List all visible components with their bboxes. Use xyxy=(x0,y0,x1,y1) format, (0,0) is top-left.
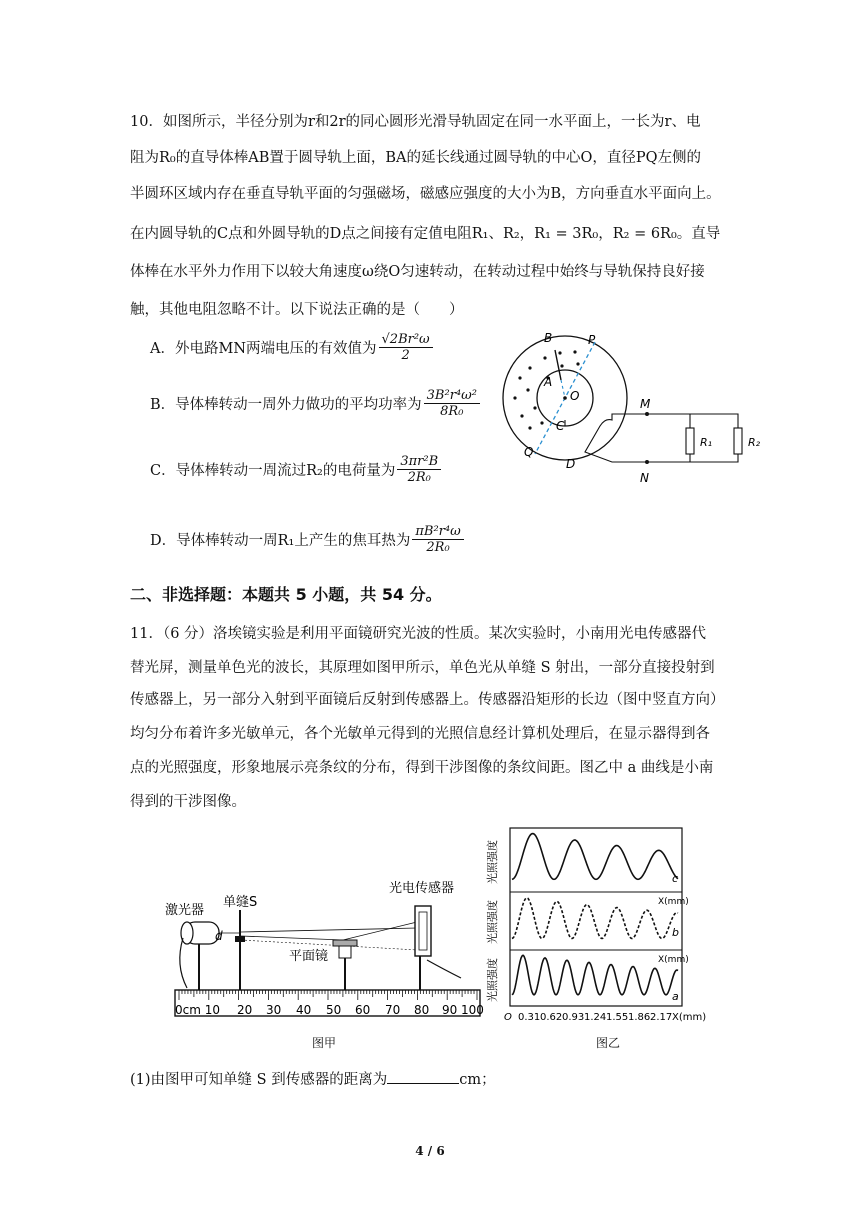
svg-text:2.17: 2.17 xyxy=(650,1012,673,1023)
svg-text:1.24: 1.24 xyxy=(584,1012,607,1023)
ylabel-b: 光照强度 xyxy=(486,900,499,944)
option-b-fraction xyxy=(424,388,480,419)
svg-text:0.62: 0.62 xyxy=(540,1012,563,1023)
q11-line-3: 传感器上，另一部分入射到平面镜后反射到传感器上。传感器沿矩形的长边（图中竖直方向） xyxy=(130,692,725,708)
fig-jia-apparatus xyxy=(165,870,485,1030)
fig-yi-intensity-plot xyxy=(488,822,720,1032)
fig-jia-caption: 图甲 xyxy=(312,1036,337,1050)
q11-line-6: 得到的干涉图像。 xyxy=(130,794,246,810)
option-a-fraction xyxy=(379,332,433,363)
option-c-text: C．导体棒转动一周流过R₂的电荷量为 xyxy=(150,463,396,479)
label-laser: 激光器 xyxy=(165,903,205,918)
svg-text:90: 90 xyxy=(442,1003,458,1017)
page-number: 4 / 6 xyxy=(415,1144,445,1158)
curve-label-c: c xyxy=(672,872,679,885)
q10-line-5: 体棒在水平外力作用下以较大角速度ω绕O匀速转动，在转动过程中始终与导轨保持良好接 xyxy=(130,264,705,280)
fig-yi-caption: 图乙 xyxy=(596,1036,621,1050)
curve-label-b: b xyxy=(672,926,679,939)
label-n: N xyxy=(640,471,649,485)
q10-option-a xyxy=(150,332,433,363)
label-o: O xyxy=(570,389,580,403)
svg-text:50: 50 xyxy=(326,1003,342,1017)
label-b: B xyxy=(544,331,553,345)
q11-line-4: 均匀分布着许多光敏单元，各个光敏单元得到的光照信息经计算机处理后，在显示器得到各 xyxy=(130,726,710,742)
q10-ring-circuit-figure xyxy=(500,328,770,488)
x-tick-labels xyxy=(504,1012,706,1023)
svg-text:100: 100 xyxy=(461,1003,484,1017)
svg-text:0.93: 0.93 xyxy=(562,1012,585,1023)
q10-option-d xyxy=(150,524,464,555)
option-b-numerator: 3B²r⁴ω² xyxy=(424,388,480,404)
label-mirror: 平面镜 xyxy=(289,949,329,964)
svg-text:20: 20 xyxy=(237,1003,253,1017)
resistor-r2 xyxy=(734,428,742,454)
label-r1: R₁ xyxy=(700,436,713,449)
svg-text:0.31: 0.31 xyxy=(518,1012,541,1023)
plane-mirror xyxy=(333,940,357,946)
ylabel-c: 光照强度 xyxy=(486,840,499,884)
label-r2: R₂ xyxy=(748,436,761,449)
label-d: D xyxy=(566,457,576,471)
resistor-r1 xyxy=(686,428,694,454)
q10-line-3: 半圆环区域内存在垂直导轨平面的匀强磁场，磁感应强度的大小为B，方向垂直水平面向上。 xyxy=(130,186,721,202)
section-2-heading: 二、非选择题：本题共 5 小题，共 54 分。 xyxy=(130,585,442,604)
label-m: M xyxy=(640,397,651,411)
q10-option-c xyxy=(150,454,441,485)
option-a-numerator: √2Br²ω xyxy=(379,332,433,348)
option-d-fraction xyxy=(412,524,463,555)
q11-sub1-blank[interactable] xyxy=(387,1069,459,1084)
svg-text:30: 30 xyxy=(266,1003,282,1017)
q11-line-2: 替光屏，测量单色光的波长，其原理如图甲所示，单色光从单缝 S 射出，一部分直接投射到 xyxy=(130,660,715,676)
label-p: P xyxy=(588,333,596,347)
curve-a xyxy=(512,955,678,995)
ylabel-a: 光照强度 xyxy=(486,958,499,1002)
label-a: A xyxy=(544,375,553,389)
option-d-text: D．导体棒转动一周R₁上产生的焦耳热为 xyxy=(150,533,411,549)
q10-line-4: 在内圆导轨的C点和外圆导轨的D点之间接有定值电阻R₁、R₂，R₁ = 3R₀，R₂ = 6R₀。直导 xyxy=(130,226,721,242)
label-sensor: 光电传感器 xyxy=(389,881,455,896)
svg-text:70: 70 xyxy=(385,1003,401,1017)
q11-sub1-suffix: cm； xyxy=(459,1072,496,1088)
q10-line-6: 触，其他电阻忽略不计。以下说法正确的是（ ） xyxy=(130,302,464,318)
q11-line-1: 11．（6 分）洛埃镜实验是利用平面镜研究光波的性质。某次实验时，小南用光电传感器代 xyxy=(130,626,707,642)
q11-sub1-prefix: (1)由图甲可知单缝 S 到传感器的距离为 xyxy=(130,1072,388,1088)
photoelectric-sensor xyxy=(415,906,431,956)
label-c: C xyxy=(556,419,565,433)
q11-sub1 xyxy=(130,1068,496,1089)
svg-text:40: 40 xyxy=(296,1003,312,1017)
svg-text:1.55: 1.55 xyxy=(606,1012,629,1023)
svg-text:O: O xyxy=(504,1012,512,1023)
svg-text:80: 80 xyxy=(414,1003,430,1017)
curve-label-a: a xyxy=(672,990,679,1003)
label-q: Q xyxy=(524,445,534,459)
svg-text:1.86: 1.86 xyxy=(628,1012,651,1023)
svg-text:60: 60 xyxy=(355,1003,371,1017)
label-d-distance: d xyxy=(215,929,223,943)
q10-line-2: 阻为R₀的直导体棒AB置于圆导轨上面，BA的延长线通过圆导轨的中心O，直径PQ左侧的 xyxy=(130,150,702,166)
xlabel-upper: X(mm) xyxy=(658,897,689,907)
q10-option-b xyxy=(150,388,480,419)
option-d-numerator: πB²r⁴ω xyxy=(412,524,463,540)
svg-text:0cm 10: 0cm 10 xyxy=(175,1003,221,1017)
option-b-text: B．导体棒转动一周外力做功的平均功率为 xyxy=(150,397,422,413)
curve-b xyxy=(512,898,678,939)
option-c-numerator: 3πr²B xyxy=(397,454,441,470)
option-a-denominator: 2 xyxy=(401,348,410,363)
option-c-fraction xyxy=(397,454,441,485)
option-d-denominator: 2R₀ xyxy=(426,540,450,555)
curve-c xyxy=(512,834,678,880)
xlabel-middle: X(mm) xyxy=(658,955,689,965)
option-b-denominator: 8R₀ xyxy=(440,404,464,419)
option-a-text: A．外电路MN两端电压的有效值为 xyxy=(150,341,377,357)
label-slit: 单缝S xyxy=(223,895,258,910)
svg-text:X(mm): X(mm) xyxy=(672,1012,707,1023)
q10-line-1: 10．如图所示，半径分别为r和2r的同心圆形光滑导轨固定在同一水平面上，一长为r、电 xyxy=(130,114,701,130)
option-c-denominator: 2R₀ xyxy=(407,470,431,485)
q11-line-5: 点的光照强度，形象地展示亮条纹的分布，得到干涉图像的条纹间距。图乙中 a 曲线是小南 xyxy=(130,760,714,776)
